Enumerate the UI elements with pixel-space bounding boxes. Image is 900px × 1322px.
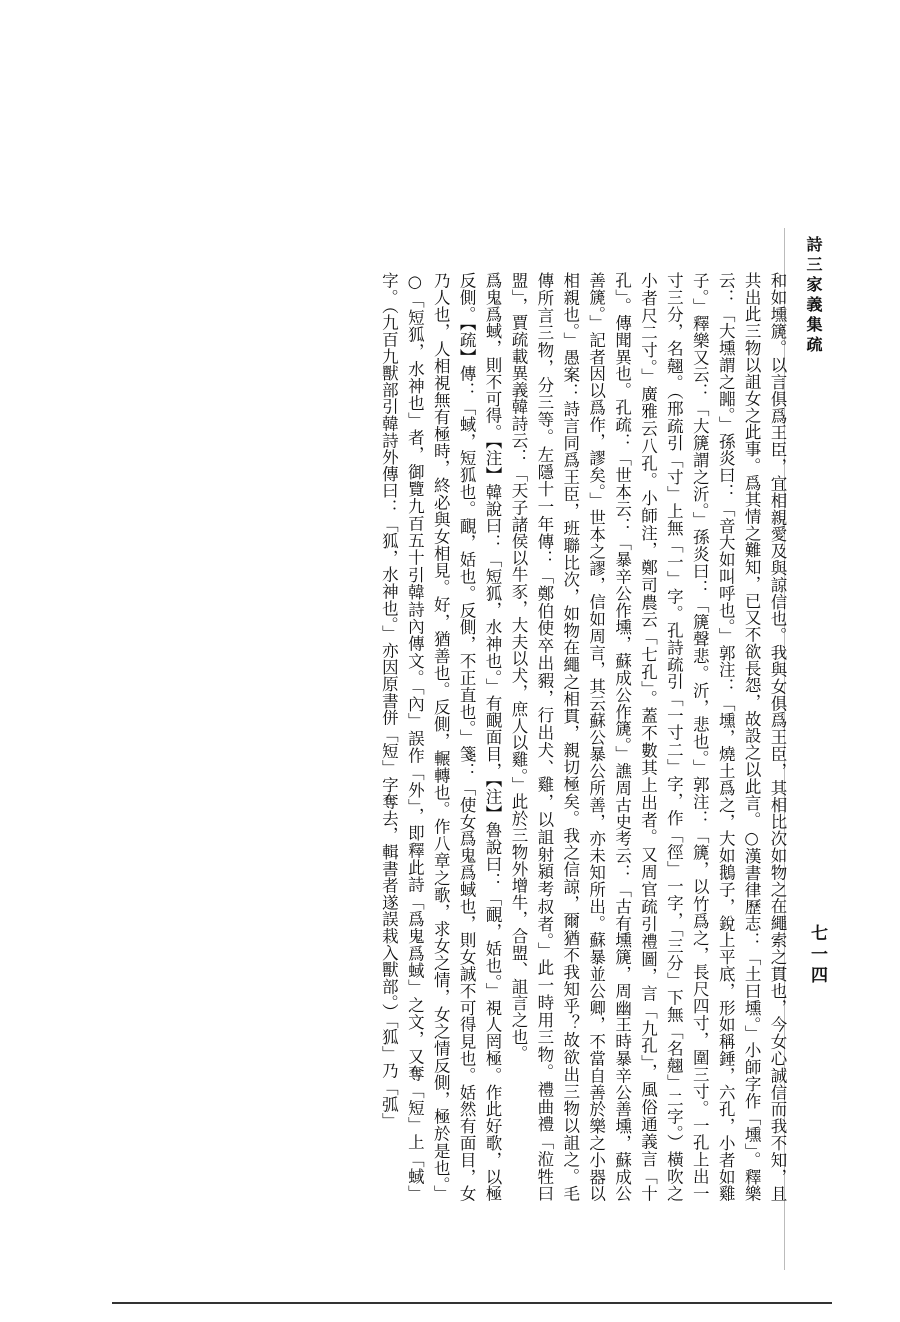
book-title: 詩三家義集疏	[804, 236, 823, 356]
page-number: 七一四	[807, 924, 827, 987]
page-bottom-edge	[112, 1302, 832, 1304]
paragraph-commentary-2: 爲鬼爲蜮，則不可得。【注】韓說曰：「短狐，水神也。」有靦面目，【注】魯說曰：「靦，姡也。」視人罔極。作此好歌，以極反側。【疏】傳：「蜮，短狐也。靦，姡也。反側，不正直也。」箋：「使女爲鬼爲蜮也，則女誠不可得見也。姡然有面目，女乃人也，人相視無有極時，終必與女相見。好，猶善也。反側，輾轉也。作八章之歌，求女之情，女之情反側，極於是也。」○「短狐，水神也」者，御覽九百五十引韓詩內傳文。「內」誤作「外」，即釋此詩「爲鬼爲蜮」之文，又奪「短」上「蜮」字。（九百九獸部引韓詩外傳曰：「狐，水神也。」亦因原書併「短」字奪去，輯書者遂誤栽入獸部。）「狐」乃「弧」	[379, 272, 503, 1202]
paragraph-commentary-1: 和如壎篪。以言俱爲王臣，宜相親愛及與諒信也。我與女俱爲王臣，其相比次如物之在繩索之貫也，今女心誠信而我不知，且共出此三物以詛女之此事。爲其情之難知，已又不欲長怨，故設之以此言。○漢書律歷志：「土曰壎。」小師字作「壎」。釋樂云：「大壎謂之嘂。」孫炎曰：「音大如叫呼也。」郭注：「壎，燒土爲之，大如鵝子，銳上平底，形如稱錘，六孔，小者如雞子。」釋樂又云：「大篪謂之沂。」孫炎曰：「篪聲悲。沂，悲也。」郭注：「篪，以竹爲之，長尺四寸，圍三寸。一孔上出一寸三分，名翹。（邢疏引「寸」上無「一」字。孔詩疏引「一寸二」字，作「徑」一字，「三分」下無「名翹」二字。）橫吹之小者尺二寸。」廣雅云八孔。小師注，鄭司農云「七孔」。蓋不數其上出者。又周官疏引禮圖，言「九孔」，風俗通義言「十孔」。傳聞異也。孔疏：「世本云：「暴辛公作壎，蘇成公作篪。」譙周古史考云：「古有壎篪，周幽王時暴辛公善壎，蘇成公善篪。」記者因以爲作，謬矣。」世本之謬，信如周言，其云蘇公暴公所善，亦未知所出。蘇暴並公卿，不當自善於樂之小器以相親也。」愚案：詩言同爲王臣，班聯比次，如物在繩之相貫，親切極矣。我之信諒，爾猶不我知乎？故欲出三物以詛之。毛傳所言三物，分三等。左隱十一年傳：「鄭伯使卒出豭，行出犬、雞，以詛射潁考叔者。」此一時用三物。禮曲禮「涖牲曰盟」，賈疏載異義韓詩云：「天子諸侯以牛豕，大夫以犬，庶人以雞。」此於三物外增牛，合盟、詛言之也。	[508, 272, 787, 1202]
main-text	[130, 272, 790, 1202]
